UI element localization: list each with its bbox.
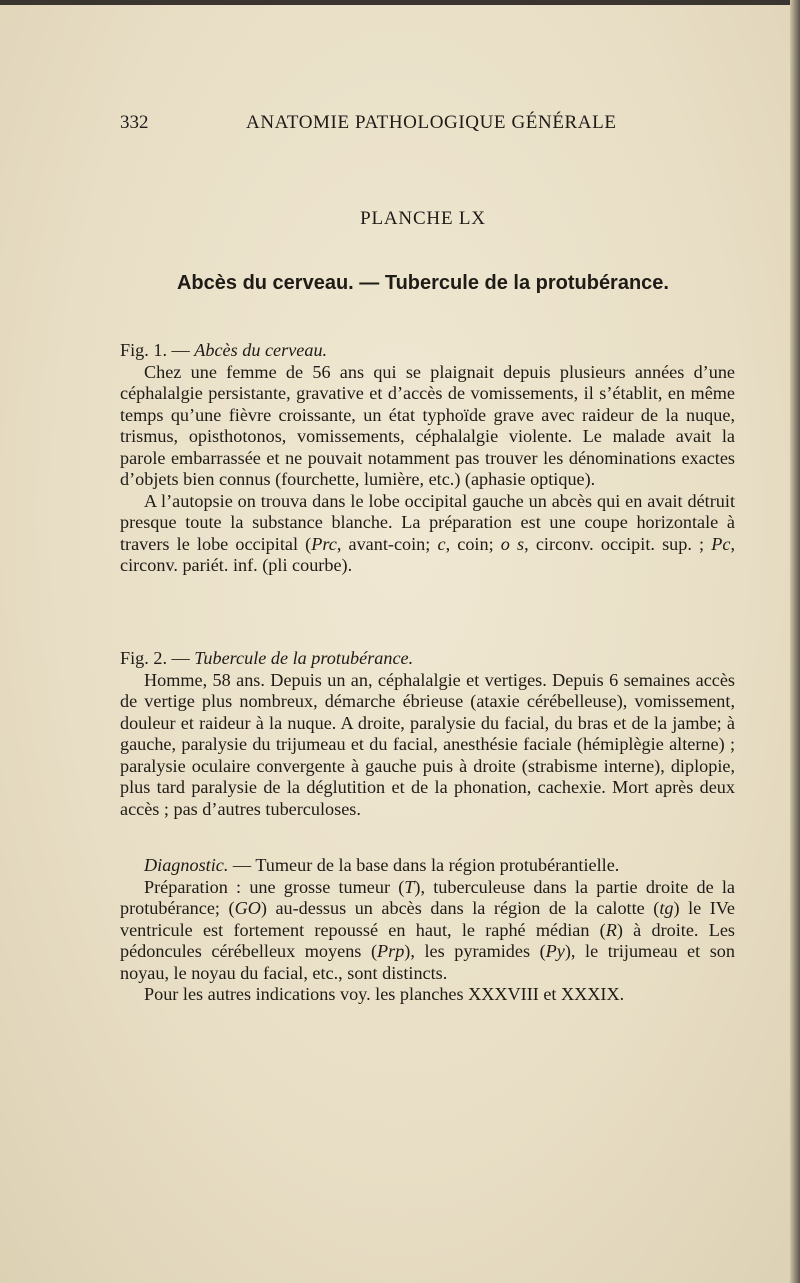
text-run: , circonv. pariét. inf. (pli courbe). <box>120 533 735 575</box>
figure-2-section <box>120 648 735 820</box>
figure-1-paragraph-1: Chez une femme de 56 ans qui se plaignait depuis plusieurs années d’une céphalalgie persistante, gravative et d’accès de vomissements, il s’établit, en même temps qu’une fièvre croissante, un état typhoïde grave avec raideur de la nuque, trismus, opisthotonos, vomissements, céphalalgie violente. Le malade avait la parole embarrassée et ne pouvait notamment pas trouver les dénominations exactes d’objets bien connus (fourchette, lumière, etc.) (aphasie optique). <box>120 361 735 489</box>
text-run: , coin; <box>445 533 501 554</box>
text-run: ), les pyramides ( <box>404 941 546 961</box>
page-header <box>120 112 730 136</box>
text-run: A l’autopsie on trouva dans le lobe occipital gauche un abcès qui en avait détruit presque toute la substance blanche. La préparation est une coupe horizontale à travers le lobe occipital ( <box>120 490 735 554</box>
label-pc: Pc <box>711 533 731 554</box>
figure-2-heading <box>120 648 735 670</box>
text-run: , avant-coin; <box>336 533 438 554</box>
figure-2-title: Tubercule de la protubérance. <box>194 648 414 668</box>
figure-1-title: Abcès du cerveau. <box>194 340 328 360</box>
plate-title: PLANCHE LX <box>360 208 486 229</box>
label-prc: Prc <box>311 533 337 554</box>
figure-2-label: Fig. 2. — <box>120 648 195 668</box>
diagnostic-line <box>120 855 735 877</box>
text-run: ), tuberculeuse dans la partie droite de la protubérance; ( <box>120 876 735 918</box>
label-prp: Prp <box>377 941 405 961</box>
label-t: T <box>404 876 415 897</box>
diagnostic-section <box>120 855 735 1006</box>
text-run: Préparation : une grosse tumeur ( <box>144 876 405 897</box>
running-title: ANATOMIE PATHOLOGIQUE GÉNÉRALE <box>246 112 617 133</box>
page-number: 332 <box>120 112 149 133</box>
final-reference: Pour les autres indications voy. les planches XXXVIII et XXXIX. <box>144 984 625 1004</box>
diagnostic-text: — Tumeur de la base dans la région protubérantielle. <box>228 855 620 875</box>
text-run: ) à droite. Les pédoncules cérébelleux moyens ( <box>120 919 735 961</box>
label-os: o s <box>500 533 525 554</box>
diagnostic-label: Diagnostic. <box>144 855 229 875</box>
preparation-paragraph <box>120 877 735 985</box>
label-py: Py <box>545 941 565 961</box>
label-c: c <box>437 533 446 554</box>
label-go: GO <box>234 898 261 918</box>
page-edge-shadow <box>790 0 800 1283</box>
label-tg: tg <box>659 898 674 918</box>
text-run: ) au-dessus un abcès dans la région de la calotte ( <box>260 898 660 918</box>
text-run: , circonv. occipit. sup. ; <box>524 533 712 554</box>
figure-1-heading <box>120 340 735 362</box>
text-run: ), le trijumeau et son noyau, le noyau du facial, etc., sont distincts. <box>120 941 735 983</box>
figure-1-paragraph-2 <box>120 491 735 577</box>
top-border <box>0 0 800 5</box>
section-heading: Abcès du cerveau. — Tubercule de la protubérance. <box>176 272 669 294</box>
figure-2-paragraph-1: Homme, 58 ans. Depuis un an, céphalalgie et vertiges. Depuis 6 semaines accès de vertige plus nombreux, démarche ébrieuse (ataxie cérébelleuse), vomissement, douleur et raideur à la nuque. A droite, paralysie du facial, du bras et de la jambe; à gauche, paralysie du trijumeau et du facial, anesthésie faciale (hémiplègie alterne) ; paralysie oculaire convergente à gauche puis à droite (strabisme interne), diplopie, plus tard paralysie de la déglutition et de la phonation, cachexie. Mort après deux accès ; pas d’autres tuberculoses. <box>120 669 735 819</box>
figure-1-label: Fig. 1. — <box>120 340 195 360</box>
label-r: R <box>605 919 617 940</box>
figure-1-section <box>120 340 735 577</box>
text-run: ) le IVe ventricule est fortement repoussé en haut, le raphé médian ( <box>120 898 735 940</box>
